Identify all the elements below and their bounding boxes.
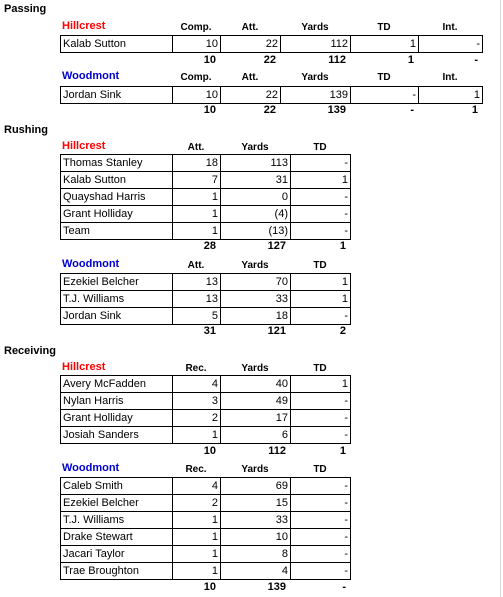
player-name: Ezekiel Belcher <box>61 495 173 511</box>
stat-cell: 13 <box>173 291 221 307</box>
rushing-home-total-1: 127 <box>267 240 286 252</box>
passing-home-table <box>60 35 483 53</box>
table-row <box>61 189 351 206</box>
player-name: Jordan Sink <box>61 87 173 103</box>
rushing-home-table <box>60 154 351 240</box>
player-name: Jacari Taylor <box>61 546 173 562</box>
section-title-receiving: Receiving <box>4 345 56 357</box>
stat-cell: 13 <box>173 274 221 290</box>
table-row <box>61 155 351 172</box>
sheet-gridline <box>500 0 501 597</box>
rushing-away-team-label: Woodmont <box>62 258 120 270</box>
stat-cell: 4 <box>221 563 291 579</box>
rushing-away-total-1: 121 <box>267 325 286 337</box>
stat-cell: 2 <box>173 410 221 426</box>
passing-away-total-3: - <box>410 104 414 116</box>
stat-cell: - <box>291 546 351 562</box>
passing-away-header-2: Yards <box>301 72 329 83</box>
stat-cell: - <box>291 189 351 205</box>
passing-home-total-0: 10 <box>203 54 216 66</box>
player-name: Trae Broughton <box>61 563 173 579</box>
stat-cell: 0 <box>221 189 291 205</box>
player-name: Team <box>61 223 173 239</box>
table-row <box>61 546 351 563</box>
passing-away-total-2: 139 <box>327 104 346 116</box>
player-name: T.J. Williams <box>61 512 173 528</box>
rushing-away-total-2: 2 <box>339 325 346 337</box>
stat-cell: 33 <box>221 291 291 307</box>
stat-cell: 22 <box>221 36 281 52</box>
stat-cell: 22 <box>221 87 281 103</box>
table-row <box>61 87 483 104</box>
table-row <box>61 223 351 240</box>
passing-away-table <box>60 86 483 104</box>
stat-cell: - <box>351 87 419 103</box>
stat-cell: - <box>291 563 351 579</box>
receiving-home-header-0: Rec. <box>185 363 207 374</box>
passing-home-header-3: TD <box>377 22 391 33</box>
passing-away-header-1: Att. <box>241 72 259 83</box>
stat-cell: 1 <box>173 189 221 205</box>
table-row <box>61 478 351 495</box>
stat-cell: 113 <box>221 155 291 171</box>
stat-cell: 5 <box>173 308 221 324</box>
passing-away-header-4: Int. <box>442 72 458 83</box>
passing-away-total-0: 10 <box>203 104 216 116</box>
receiving-away-total-2: - <box>342 581 346 593</box>
stat-cell: 1 <box>291 291 351 307</box>
table-row <box>61 376 351 393</box>
table-row <box>61 274 351 291</box>
stat-cell: 6 <box>221 427 291 443</box>
stat-cell: 18 <box>221 308 291 324</box>
stat-cell: 139 <box>281 87 351 103</box>
rushing-away-total-0: 31 <box>203 325 216 337</box>
section-title-rushing: Rushing <box>4 124 48 136</box>
receiving-home-total-0: 10 <box>203 445 216 457</box>
rushing-away-header-2: TD <box>313 260 327 271</box>
player-name: Avery McFadden <box>61 376 173 392</box>
table-row <box>61 427 351 444</box>
stat-cell: 1 <box>291 274 351 290</box>
receiving-home-team-label: Hillcrest <box>62 361 106 373</box>
player-name: Grant Holliday <box>61 410 173 426</box>
stat-cell: 70 <box>221 274 291 290</box>
stat-cell: 1 <box>291 172 351 188</box>
stat-cell: 69 <box>221 478 291 494</box>
receiving-home-header-1: Yards <box>241 363 269 374</box>
stat-cell: - <box>291 393 351 409</box>
stat-cell: 31 <box>221 172 291 188</box>
receiving-away-header-2: TD <box>313 464 327 475</box>
passing-away-header-0: Comp. <box>180 72 212 83</box>
stat-cell: 4 <box>173 478 221 494</box>
stat-cell: - <box>291 478 351 494</box>
passing-home-header-2: Yards <box>301 22 329 33</box>
stat-cell: 1 <box>351 36 419 52</box>
table-row <box>61 206 351 223</box>
player-name: Quayshad Harris <box>61 189 173 205</box>
stat-cell: 2 <box>173 495 221 511</box>
table-row <box>61 495 351 512</box>
stat-cell: 1 <box>173 223 221 239</box>
table-row <box>61 529 351 546</box>
table-row <box>61 172 351 189</box>
player-name: Kalab Sutton <box>61 36 173 52</box>
passing-home-total-4: - <box>474 54 478 66</box>
receiving-home-total-2: 1 <box>339 445 346 457</box>
passing-home-team-label: Hillcrest <box>62 20 106 32</box>
player-name: Kalab Sutton <box>61 172 173 188</box>
table-row <box>61 308 351 325</box>
stat-cell: - <box>291 512 351 528</box>
stat-cell: 10 <box>173 36 221 52</box>
stat-cell: 1 <box>419 87 483 103</box>
passing-home-total-2: 112 <box>328 54 346 66</box>
stat-cell: 1 <box>173 529 221 545</box>
receiving-away-header-1: Yards <box>241 464 269 475</box>
stat-cell: 1 <box>173 427 221 443</box>
stat-cell: 1 <box>291 376 351 392</box>
rushing-away-header-0: Att. <box>187 260 205 271</box>
receiving-away-team-label: Woodmont <box>62 462 120 474</box>
player-name: Caleb Smith <box>61 478 173 494</box>
stat-cell: 18 <box>173 155 221 171</box>
receiving-away-header-0: Rec. <box>185 464 207 475</box>
table-row <box>61 291 351 308</box>
stat-cell: (4) <box>221 206 291 222</box>
passing-home-header-0: Comp. <box>180 22 212 33</box>
stat-cell: 40 <box>221 376 291 392</box>
stat-cell: 10 <box>173 87 221 103</box>
player-name: Ezekiel Belcher <box>61 274 173 290</box>
stat-cell: 33 <box>221 512 291 528</box>
rushing-home-total-2: 1 <box>339 240 346 252</box>
rushing-home-team-label: Hillcrest <box>62 140 106 152</box>
stat-cell: - <box>291 206 351 222</box>
stat-cell: 17 <box>221 410 291 426</box>
stat-cell: 1 <box>173 512 221 528</box>
rushing-away-table <box>60 273 351 325</box>
passing-home-header-4: Int. <box>442 22 458 33</box>
table-row <box>61 393 351 410</box>
stat-cell: - <box>291 410 351 426</box>
player-name: Nylan Harris <box>61 393 173 409</box>
player-name: Grant Holliday <box>61 206 173 222</box>
rushing-away-header-1: Yards <box>241 260 269 271</box>
table-row <box>61 36 483 53</box>
player-name: Thomas Stanley <box>61 155 173 171</box>
receiving-home-table <box>60 375 351 444</box>
stat-cell: 3 <box>173 393 221 409</box>
player-name: Jordan Sink <box>61 308 173 324</box>
receiving-home-total-1: 112 <box>268 445 286 457</box>
stat-cell: 7 <box>173 172 221 188</box>
passing-home-total-3: 1 <box>407 54 414 66</box>
receiving-away-total-1: 139 <box>267 581 286 593</box>
passing-away-total-1: 22 <box>263 104 276 116</box>
stat-cell: 1 <box>173 206 221 222</box>
passing-home-total-1: 22 <box>263 54 276 66</box>
stat-cell: 4 <box>173 376 221 392</box>
player-name: Drake Stewart <box>61 529 173 545</box>
table-row <box>61 563 351 580</box>
rushing-home-header-2: TD <box>313 142 327 153</box>
passing-home-header-1: Att. <box>241 22 259 33</box>
stat-cell: 112 <box>281 36 351 52</box>
stat-cell: 8 <box>221 546 291 562</box>
player-name: Josiah Sanders <box>61 427 173 443</box>
passing-away-team-label: Woodmont <box>62 70 120 82</box>
section-title-passing: Passing <box>4 3 47 15</box>
rushing-home-total-0: 28 <box>203 240 216 252</box>
stat-cell: - <box>419 36 483 52</box>
stat-cell: - <box>291 427 351 443</box>
passing-away-header-3: TD <box>377 72 391 83</box>
stat-cell: 1 <box>173 563 221 579</box>
stat-cell: 15 <box>221 495 291 511</box>
stat-cell: 1 <box>173 546 221 562</box>
rushing-home-header-1: Yards <box>241 142 269 153</box>
stat-cell: - <box>291 529 351 545</box>
table-row <box>61 410 351 427</box>
passing-away-total-4: 1 <box>471 104 478 116</box>
receiving-away-total-0: 10 <box>203 581 216 593</box>
stat-cell: - <box>291 155 351 171</box>
player-name: T.J. Williams <box>61 291 173 307</box>
stat-cell: (13) <box>221 223 291 239</box>
table-row <box>61 512 351 529</box>
stat-cell: 10 <box>221 529 291 545</box>
receiving-home-header-2: TD <box>313 363 327 374</box>
rushing-home-header-0: Att. <box>187 142 205 153</box>
receiving-away-table <box>60 477 351 580</box>
stat-cell: 49 <box>221 393 291 409</box>
stat-cell: - <box>291 308 351 324</box>
stat-cell: - <box>291 223 351 239</box>
stat-cell: - <box>291 495 351 511</box>
